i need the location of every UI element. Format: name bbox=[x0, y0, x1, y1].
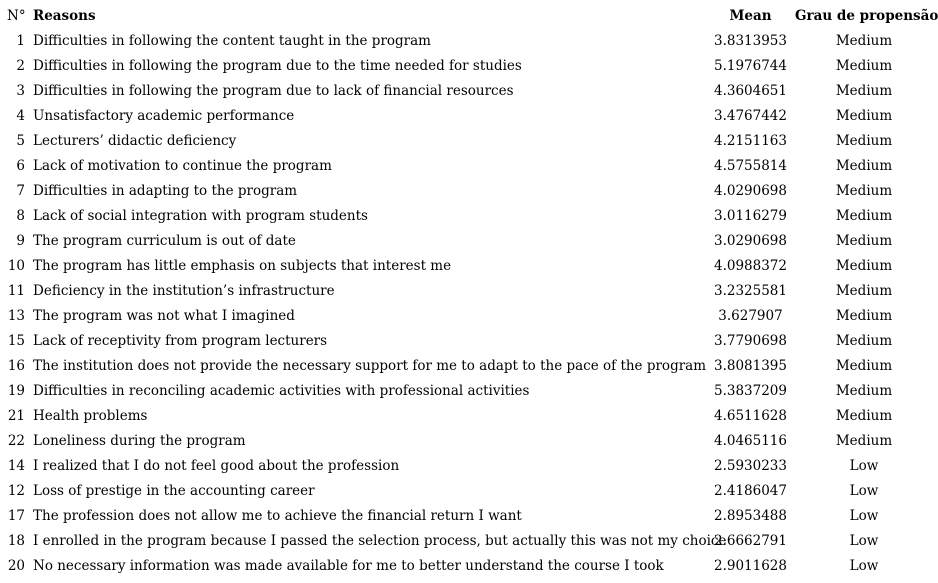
row-number: 3 bbox=[16, 83, 25, 99]
row-mean: 4.3604651 bbox=[713, 83, 787, 99]
table-row bbox=[0, 279, 938, 304]
row-number: 19 bbox=[7, 383, 25, 399]
row-grau-de-propensao: Low bbox=[849, 483, 879, 499]
row-mean: 2.8953488 bbox=[713, 508, 787, 524]
row-mean: 3.8313953 bbox=[713, 33, 787, 49]
table-row bbox=[0, 329, 938, 354]
row-reason: I realized that I do not feel good about the profession bbox=[33, 458, 400, 474]
row-grau-de-propensao: Medium bbox=[835, 308, 893, 324]
row-grau-de-propensao: Medium bbox=[835, 83, 893, 99]
table-row bbox=[0, 404, 938, 429]
row-mean: 4.6511628 bbox=[713, 408, 787, 424]
header-grau-de-propensao: Grau de propensão bbox=[795, 8, 938, 24]
row-mean: 5.1976744 bbox=[713, 58, 787, 74]
table-row bbox=[0, 254, 938, 279]
row-mean: 4.5755814 bbox=[713, 158, 787, 174]
row-number: 4 bbox=[16, 108, 25, 124]
row-grau-de-propensao: Low bbox=[849, 533, 879, 549]
table-row bbox=[0, 354, 938, 379]
table-row bbox=[0, 379, 938, 404]
row-reason: The program was not what I imagined bbox=[33, 308, 295, 324]
row-grau-de-propensao: Medium bbox=[835, 33, 893, 49]
row-mean: 3.7790698 bbox=[713, 333, 787, 349]
row-grau-de-propensao: Medium bbox=[835, 58, 893, 74]
row-grau-de-propensao: Medium bbox=[835, 333, 893, 349]
table-row bbox=[0, 504, 938, 529]
row-mean: 2.4186047 bbox=[713, 483, 787, 499]
row-reason: Difficulties in adapting to the program bbox=[33, 183, 298, 199]
table-row bbox=[0, 204, 938, 229]
row-mean: 3.0290698 bbox=[713, 233, 787, 249]
table-row bbox=[0, 79, 938, 104]
table-row bbox=[0, 554, 938, 579]
row-grau-de-propensao: Medium bbox=[835, 258, 893, 274]
row-grau-de-propensao: Medium bbox=[835, 358, 893, 374]
header-reasons: Reasons bbox=[33, 8, 96, 24]
row-mean: 3.8081395 bbox=[713, 358, 787, 374]
header-number: N° bbox=[7, 8, 26, 24]
row-number: 11 bbox=[7, 283, 25, 299]
row-number: 7 bbox=[16, 183, 25, 199]
row-grau-de-propensao: Medium bbox=[835, 133, 893, 149]
row-reason: Difficulties in following the content taught in the program bbox=[33, 33, 431, 49]
row-reason: Difficulties in following the program due to lack of financial resources bbox=[33, 83, 514, 99]
table-header bbox=[0, 4, 938, 29]
row-mean: 3.4767442 bbox=[713, 108, 787, 124]
row-number: 9 bbox=[16, 233, 25, 249]
row-grau-de-propensao: Medium bbox=[835, 383, 893, 399]
row-number: 1 bbox=[16, 33, 25, 49]
table-row bbox=[0, 129, 938, 154]
table-row bbox=[0, 479, 938, 504]
row-mean: 3.2325581 bbox=[713, 283, 787, 299]
row-number: 16 bbox=[7, 358, 25, 374]
row-mean: 4.2151163 bbox=[713, 133, 787, 149]
row-reason: Lack of receptivity from program lecturers bbox=[33, 333, 328, 349]
row-mean: 2.5930233 bbox=[713, 458, 787, 474]
table-row bbox=[0, 304, 938, 329]
row-mean: 4.0465116 bbox=[713, 433, 787, 449]
row-mean: 4.0988372 bbox=[713, 258, 787, 274]
row-grau-de-propensao: Medium bbox=[835, 408, 893, 424]
table-row bbox=[0, 54, 938, 79]
table-row bbox=[0, 529, 938, 554]
row-number: 12 bbox=[7, 483, 25, 499]
table-row bbox=[0, 104, 938, 129]
row-reason: The institution does not provide the necessary support for me to adapt to the pace of the program bbox=[33, 358, 707, 374]
row-number: 21 bbox=[7, 408, 25, 424]
row-reason: I enrolled in the program because I passed the selection process, but actually this was not my choice bbox=[33, 533, 727, 549]
row-reason: The program curriculum is out of date bbox=[33, 233, 296, 249]
row-grau-de-propensao: Low bbox=[849, 508, 879, 524]
row-grau-de-propensao: Medium bbox=[835, 233, 893, 249]
row-number: 2 bbox=[16, 58, 25, 74]
row-grau-de-propensao: Medium bbox=[835, 208, 893, 224]
row-number: 20 bbox=[7, 558, 25, 574]
header-mean: Mean bbox=[729, 8, 772, 24]
row-number: 5 bbox=[16, 133, 25, 149]
row-grau-de-propensao: Medium bbox=[835, 158, 893, 174]
row-number: 18 bbox=[7, 533, 25, 549]
row-number: 6 bbox=[16, 158, 25, 174]
row-number: 15 bbox=[7, 333, 25, 349]
row-reason: Lack of motivation to continue the program bbox=[33, 158, 332, 174]
row-reason: The profession does not allow me to achieve the financial return I want bbox=[33, 508, 522, 524]
table-row bbox=[0, 154, 938, 179]
row-number: 13 bbox=[7, 308, 25, 324]
table-row bbox=[0, 454, 938, 479]
row-number: 10 bbox=[7, 258, 25, 274]
row-number: 17 bbox=[7, 508, 25, 524]
row-number: 8 bbox=[16, 208, 25, 224]
row-reason: Unsatisfactory academic performance bbox=[33, 108, 295, 124]
row-grau-de-propensao: Medium bbox=[835, 108, 893, 124]
row-mean: 4.0290698 bbox=[713, 183, 787, 199]
row-mean: 2.9011628 bbox=[713, 558, 787, 574]
row-grau-de-propensao: Medium bbox=[835, 183, 893, 199]
row-reason: Difficulties in reconciling academic activities with professional activities bbox=[33, 383, 530, 399]
row-reason: Loneliness during the program bbox=[33, 433, 246, 449]
row-reason: Loss of prestige in the accounting career bbox=[33, 483, 315, 499]
row-reason: No necessary information was made available for me to better understand the course I took bbox=[33, 558, 664, 574]
table-row bbox=[0, 29, 938, 54]
table-row bbox=[0, 229, 938, 254]
row-grau-de-propensao: Medium bbox=[835, 433, 893, 449]
row-reason: The program has little emphasis on subjects that interest me bbox=[33, 258, 452, 274]
row-grau-de-propensao: Low bbox=[849, 458, 879, 474]
row-reason: Lack of social integration with program students bbox=[33, 208, 368, 224]
table-row bbox=[0, 179, 938, 204]
row-number: 14 bbox=[7, 458, 25, 474]
row-mean: 3.0116279 bbox=[713, 208, 787, 224]
row-grau-de-propensao: Low bbox=[849, 558, 879, 574]
row-mean: 3.627907 bbox=[718, 308, 783, 324]
row-reason: Health problems bbox=[33, 408, 148, 424]
row-mean: 2.6662791 bbox=[713, 533, 787, 549]
table-row bbox=[0, 429, 938, 454]
row-reason: Deficiency in the institution’s infrastructure bbox=[33, 283, 335, 299]
row-grau-de-propensao: Medium bbox=[835, 283, 893, 299]
row-reason: Lecturers’ didactic deficiency bbox=[33, 133, 237, 149]
row-mean: 5.3837209 bbox=[713, 383, 787, 399]
row-reason: Difficulties in following the program due to the time needed for studies bbox=[33, 58, 522, 74]
row-number: 22 bbox=[7, 433, 25, 449]
